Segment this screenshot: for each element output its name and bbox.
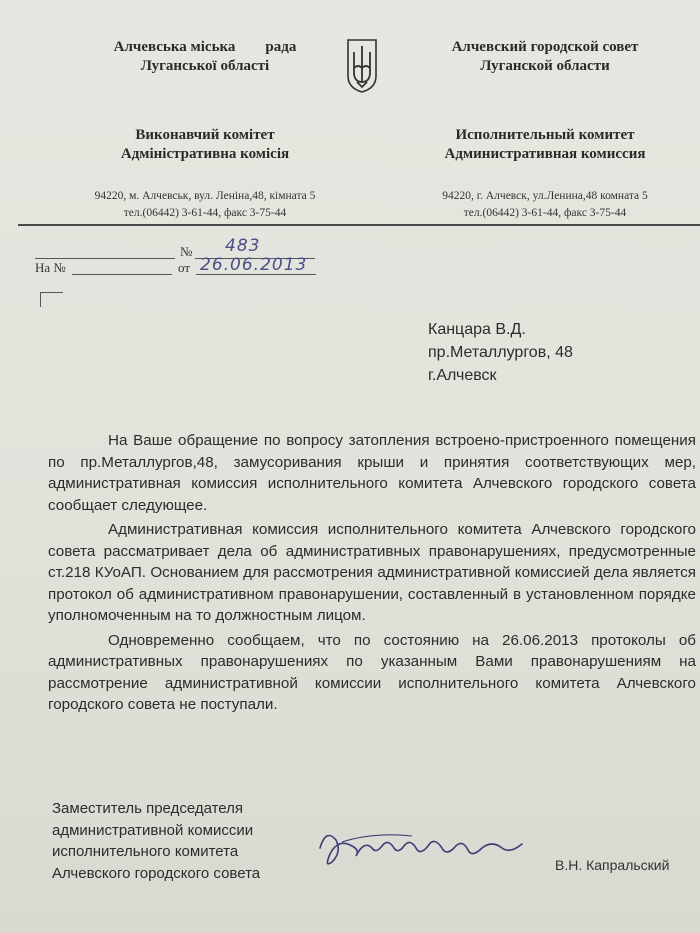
oblast-name-ru: Луганской области — [480, 58, 610, 74]
signatory-title — [52, 798, 260, 884]
council-name-ru: Алчевский городской совет — [451, 39, 639, 55]
letter-body — [48, 430, 696, 719]
phone-ua: тел.(06442) 3-61-44, факс 3-75-44 — [123, 207, 287, 219]
commission-name-ua: Адміністративна комісія — [120, 146, 290, 162]
header-right — [395, 38, 695, 76]
reg-blank-line — [35, 258, 175, 259]
header-left — [60, 38, 350, 76]
header-divider — [18, 224, 700, 226]
recipient-street: пр.Металлургов, 48 — [428, 344, 573, 361]
signatory-title-line-3: исполнительного комитета — [52, 843, 239, 860]
reg-na-label: На № — [35, 260, 66, 275]
address-corner-mark — [40, 292, 63, 307]
address-left — [55, 188, 355, 222]
committee-name-ua: Виконавчий комітет — [135, 127, 275, 143]
reg-number-label: № — [180, 244, 193, 259]
handwritten-signature — [312, 818, 532, 874]
reg-na-line — [72, 274, 172, 275]
signatory-title-line-1: Заместитель председателя — [52, 800, 244, 817]
address-right — [390, 188, 700, 222]
signatory-title-line-4: Алчевского городского совета — [52, 864, 261, 882]
trident-coat-of-arms-icon — [345, 38, 379, 94]
body-paragraph-1: На Ваше обращение по вопросу затопления встроено-пристроенного помещения по пр.Металлургов,48, замусоривания крыши и принятия соответствующих мер, административная комиссия исполнительного комитета Алчевского городского совета сообщает следующее. — [48, 432, 696, 514]
handwritten-reg-date: 26.06.2013 — [200, 255, 308, 275]
signatory-title-line-2: административной комиссии — [52, 821, 254, 839]
committee-name-ru: Исполнительный комитет — [455, 127, 635, 143]
handwritten-reg-number: 483 — [225, 236, 261, 256]
committee-right — [395, 126, 695, 164]
body-paragraph-2: Административная комиссия исполнительного комитета Алчевского городского совета рассматривает дела об административных правонарушениях, предусмотренные ст.218 КУоАП. Основанием для рассмотрения административной комиссией дела является протокол об административном правонарушении, составленный в установленном порядке уполномоченным на то должностным лицом. — [48, 521, 696, 624]
signatory-name: В.Н. Капральский — [555, 857, 670, 873]
oblast-name-ua: Луганської області — [140, 58, 270, 74]
recipient-block — [428, 318, 573, 387]
committee-left — [60, 126, 350, 164]
recipient-name: Канцара В.Д. — [428, 321, 526, 338]
reg-date-label: от — [178, 260, 191, 275]
body-paragraph-3: Одновременно сообщаем, что по состоянию на 26.06.2013 протоколы об административных правонарушениях по указанным Вами правонарушениям на рассмотрение административной комиссии исполнительного комитета Алчевского городского совета не поступали. — [48, 631, 696, 713]
council-name-ua: Алчевська міська рада — [113, 39, 297, 55]
commission-name-ru: Административная комиссия — [444, 146, 646, 162]
phone-ru: тел.(06442) 3-61-44, факс 3-75-44 — [463, 207, 627, 219]
address-ua: 94220, м. Алчевськ, вул. Леніна,48, кімната 5 — [94, 190, 316, 202]
recipient-city: г.Алчевск — [428, 367, 497, 384]
address-ru: 94220, г. Алчевск, ул.Ленина,48 комната 5 — [442, 190, 648, 202]
